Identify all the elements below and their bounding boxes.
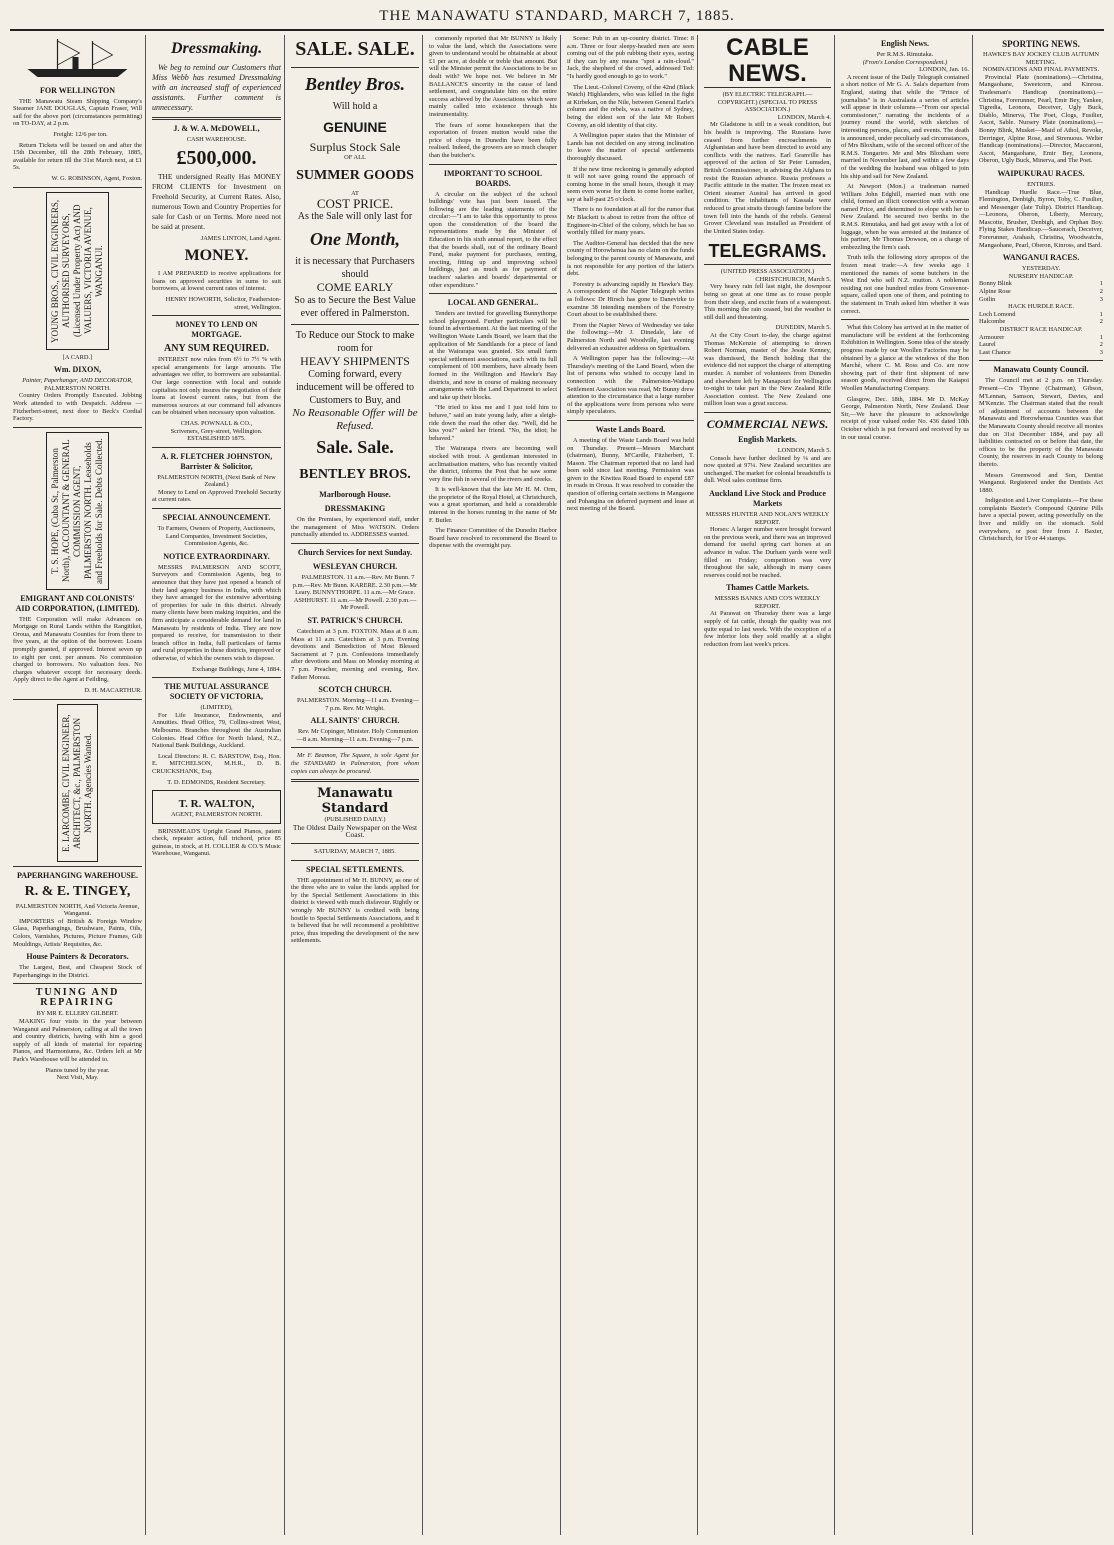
telegrams-sub: (UNITED PRESS ASSOCIATION.) [720, 268, 815, 276]
johnston-name: A. R. FLETCHER JOHNSTON, Barrister & Solicitor, [160, 451, 273, 471]
greenwood: Messrs Greenwood and Son, Dentist Wanganui. Registered under the Dentists Act 1880. [979, 471, 1103, 494]
glasgow-text: Glasgow, Dec. 18th, 1884. Mr D. McKay George, Palmerston North, New Zealand. Dear Sir,—We have the pleasure to acknowledge receipt of your valued order No. 436 dated 10th October which is put forward and received by us in our usual course. [841, 395, 969, 441]
notice-text: MESSRS PALMERSON AND SCOTT, Surveyors and Commission Agents, beg to announce that they have just opened a branch of their land agency business in India, with which they have arranged for the extensive advertising of properties for sale in this district. Already many clients have been making inquiries, and the firm anticipate a considerable demand for land in Manawatu by residents of India. They are now prepared to receive, for transmission to their branch office in India, full particulars of farms and rural properties in these districts, improved or otherwise, of which the owners wish to dispose. [152, 563, 281, 662]
linton-name: JAMES LINTON, Land Agent. [200, 234, 281, 242]
johnston-sub: PALMERSTON NORTH, (Next Bank of New Zealand.) [157, 473, 276, 489]
column-7 [838, 35, 973, 1535]
tuning-heading: TUNING AND REPAIRING [35, 987, 120, 1009]
result-row [979, 334, 1103, 342]
beamon-notice: Mr F. Beamon, The Square, is sole Agent for the STANDARD in Palmerston, from whom copies can always be procured. [291, 752, 419, 775]
cost-price: COST PRICE. [316, 196, 394, 212]
any-sum-text: INTEREST now rules from 6½ to 7½ % with special arrangements for large amounts. The advantages we offer, to borrowers are substantial. Our large connection with local and outside capitalists not only insures the negotiation of their loans at lowest current rates, but from the numerous sources at our command full advances can be obtained when necessary upon valuation. [152, 356, 281, 417]
col5-text-1: Scene: Pub in an up-country district. Time: 8 a.m. Three or four sleepy-headed men are seen coming out of the pub rubbing their eyes, seeing if they can by any means "spot a rain-cloud." Jack, the shepherd of the crowd, addressed Ted: "Is hardly good enough to go to work." [567, 35, 694, 80]
brinsmead: BRINSMEAD'S Upright Grand Pianos, patent check, repeater action, full trichord, price 85 guineas, in stock, at H. COLLIER & CO.'S Music Warehouse, Wanganui. [152, 827, 281, 858]
own-correspondent: (From's London Correspondent.) [862, 58, 948, 66]
gilbert-text: MAKING four visits in the year between Wanganui and Palmerston, calling at all the town and country districts, having with him a good supply of all kinds of material for repairing Pianos, and Harmoniums, &c. Orders left at Mr Park's Warehouse will be attended to. [13, 1017, 142, 1063]
ship-heading: FOR WELLINGTON [39, 85, 116, 95]
settlements-heading: SPECIAL SETTLEMENTS. [306, 864, 404, 874]
no-offer: No Reasonable Offer will be Refused. [292, 407, 418, 433]
amount: £500,000. [176, 146, 257, 169]
settlements-text: THE appointment of Mr H. BUNNY, as one of the three who are to value the lands applied for by the Special Settlement Associations in this district is viewed with much disfavour. Rightly or wrongly Mr BUNNY is credited with being hostile to Special Settlements Associations, and it is believed that he will recommend a prohibitive price, thus impeding the development of the new settlements. [291, 876, 419, 945]
necessary: it is necessary that Purchasers should [295, 256, 415, 281]
johnston-text: Money to Lend on Approved Freehold Security at current rates. [152, 488, 281, 504]
council-heading: Manawatu County Council. [993, 365, 1089, 375]
all-saints-heading: ALL SAINTS' CHURCH. [310, 716, 400, 726]
col4-text-1: commonly reported that Mr BUNNY is likely to value the land, which the Associations were given to understand would be obtainable at about £1 per acre, at double or treble that amount. But will the Minister permit the Associations to be so dealt with? We hope not. We believe in Mr BALLANCE'S sincerity in the cause of land settlement, and congratulate him on the entire success achieved by the Associations which were mainly called into existence through his instrumentality. [429, 35, 557, 118]
of-all: OF ALL [344, 154, 366, 161]
result-row [979, 280, 1103, 288]
col5-text-7: Forestry is advancing rapidly in Hawke's Bay. A correspondent of the Napier Telegraph writes as follows: Dr Hirsch has gone to Danevirke to examine 38 intending members of the Forestry Court about to be established there. [567, 280, 694, 319]
horse-name: Bonny Blink [979, 280, 1012, 288]
thames-sub: MESSRS BANKS AND CO'S WEEKLY REPORT. [714, 595, 821, 610]
as-sale: As the Sale will only last for [297, 211, 413, 223]
scotch-text: PALMERSTON. Morning—11 a.m. Evening—7 p.m. Rev. Mr Wright. [297, 697, 419, 712]
mcdowell-name: J. & W. A. McDOWELL, [173, 124, 260, 133]
at: AT [351, 189, 359, 197]
heavy-shipments: HEAVY SHIPMENTS [300, 354, 410, 369]
genuine: GENUINE [323, 119, 387, 135]
tingey-text: IMPORTERS of British & Foreign Window Glass, Paperhangings, Brushware, Paints, Oils, Colors, Varnishes, Pictures, Picture Frames, Gilt Mouldings, Artists' Requisites, &c. [13, 917, 142, 948]
london-dateline: LONDON, Jan. 16. [919, 66, 969, 74]
cable-dateline: LONDON, March 4. [777, 113, 831, 121]
col5-text-6: The Auditor-General has decided that the new county of Horowhenua has no claim on the funds belonging to the parent county of Manawatu, and is not responsible for any portion of the latter's debt. [567, 239, 694, 278]
dixon-name: Wm. DIXON, [53, 365, 102, 375]
district-heading: DISTRICT RACE HANDICAP. [999, 326, 1083, 333]
larcombe-box: E. LARCOMBE, CIVIL ENGINEER, ARCHITECT, &c., PALMERSTON NORTH. Agencies Wanted. [57, 704, 98, 862]
nominations: NOMINATIONS AND FINAL PAYMENTS. [982, 66, 1100, 74]
placing: 2 [1099, 318, 1103, 326]
horse-name: Halcombe [979, 318, 1006, 326]
english-markets: English Markets. [738, 434, 797, 444]
issue-date: SATURDAY, MARCH 7, 1885. [314, 848, 396, 856]
column-4 [426, 35, 561, 1535]
oldest: The Oldest Daily Newspaper on the West Coast. [292, 822, 418, 840]
results-hack-hurdle [979, 311, 1103, 326]
dressmaking-text: We beg to remind our Customers that Miss Webb has resumed Dressmaking with an increased staff of experienced assistants. Further comment is unnecessary. [152, 63, 281, 112]
one-month: One Month, [309, 229, 401, 250]
result-row [979, 349, 1103, 357]
gilbert-end: Pianos tuned by the year. [45, 1066, 110, 1074]
auckland-sub: MESSRS HUNTER AND NOLAN'S WEEKLY REPORT. [705, 510, 830, 526]
tingey-name: R. & E. TINGEY, [24, 883, 131, 899]
next-visit: Next Visit, May. [56, 1074, 99, 1082]
market-text: Consols have further declined by ⅛ and are now quoted at 97¼. New Zealand securities are unchanged. The market for colonial breadstuffs is dull. Wool sales continue firm. [704, 454, 832, 485]
steamship-illustration [13, 35, 142, 79]
council-text: The Council met at 2 p.m. on Thursday. Present—Crs Thynne (Chairman), Gibson, M'Lennan, Samson, Stewart, Davies, and M'Kenzie. The Chairman stated that the result of adjustment of accounts between the Manawatu and Horowhenua Counties was that the Manawatu County should receive all monies due on 31st December 1884, and pay all liabilities contracted on or before that date, the offices to be the property of the Manawatu County, the reserves in each County to belong thereto. [979, 377, 1103, 468]
emigrant-text: THE Corporation will make Advances on Mortgage on Rural Lands within the Rangitikei, Oroua, and Manawatu Counties for from three to five years, at the option of the borrower. Loans promptly granted, if approved. Interest seven up to eight per cent. per annum. No commission charged to borrowers. No valuation fees. No charges whatever except for necessary deeds. Apply direct to the Agent at Feilding, [13, 615, 142, 684]
placing: 2 [1099, 288, 1103, 296]
special-sub: To Farmers, Owners of Property, Auctioneers, Land Companies, Investment Societies, Commission Agents, &c. [157, 525, 276, 548]
entries-heading: ENTRIES. [1027, 180, 1055, 188]
entries-text: Handicap Hurdle Race.—True Blue, Flemington, Denbigh, Byron, Toby, C. Fusilier, and Messenger (late Tulip). District Handicap.—Leonora, Oberon, Liberty, Mercury, Mascotte, Brusher, Denbigh, and Orphan Boy. Flying Stakes Handicap.—Saucerach, Deceiver, Forerunner, Arahash, Christina, Woodwatchs, Mangaohane, Pearl, Oberon, Kinross, and Bard. [979, 188, 1103, 249]
horse-name: Loch Lomond [979, 310, 1016, 318]
walton-sub: AGENT, PALMERSTON NORTH. [170, 811, 263, 819]
directors: Local Directors: R. C. BARSTOW, Esq., Hon. E. MITCHELSON, M.H.R., D. B. CRUICKSHANK, Esq. [152, 752, 281, 775]
church-heading: Church Services for next Sunday. [297, 547, 413, 557]
christchurch-dateline: CHRISTCHURCH, March 5. [755, 275, 831, 283]
newport-text: At Newport (Mon.) a tradesman named William John Edghill, married man with one child, formed an illicit connection with a woman named Price, and determined to elope with her to New Zealand. He secured two berths in the R.M.S. Rimutaka, and had got away with a lot of luggage, when he was arrested at the instance of his partner, Mr Thomas Dowson, on a charge of embezzling the firm's cash. [841, 183, 969, 251]
wesleyan-text: PALMERSTON. 11 a.m.—Rev. Mr Bunn. 7 p.m.—Rev. Mr Bunn. KARERE. 2.30 p.m.—Mr Leary. BUNNYTHORPE. 11 a.m.—Mr Grace. ASHHURST. 11 a.m.—Mr Powell. 2.30 p.m.—Mr Powell. [292, 573, 418, 612]
col5-text-3: A Wellington paper states that the Minister of Lands has not decided on any strong inclination to leave the matter of special settlements thoroughly discussed. [567, 132, 694, 162]
special-heading: SPECIAL ANNOUNCEMENT. [162, 513, 271, 523]
ship-agent: W. G. ROBINSON, Agent, Foxton. [51, 174, 142, 182]
money-text: I AM PREPARED to receive applications for loans on approved securities in sums to suit borrowers, at lowest current rates of interest. [152, 270, 281, 293]
waste-text: A meeting of the Waste Lands Board was held on Thursday. Present—Messrs Marchant (chairman), Bunny, M'Cardle, Fitzherbert, T. Mason. The Chairman reported that no land had been sold since last meeting. Permission was given to the Kiwitea Road Board to expend £87 in roads in Oroua. It was resolved to consider the question of offering certain sections in Mangaone and Pohangina on deferred payment and lease at next meeting of the Board. [567, 436, 694, 513]
paperhanging-heading: PAPERHANGING WAREHOUSE. [16, 870, 139, 880]
waste-heading: Waste Lands Board. [595, 424, 666, 434]
all-saints-text: Rev. Mr Copinger, Minister. Holy Communion—8 a.m. Morning—11 a.m. Evening—7 p.m. [296, 728, 419, 743]
dressmaking-sub: DRESSMAKING [324, 504, 386, 514]
rimutaka: Per R.M.S. Rimutaka. [876, 51, 934, 58]
col4-text-6: The Finance Committee of the Dunedin Harbor Board have resolved to recommend the Board to dispense with the overnight pay. [429, 527, 557, 550]
money-lend: MONEY TO LEND ON MORTGAGE. [175, 320, 258, 340]
col5-text-9: A Wellington paper has the following:—At Thursday's meeting of the Land Board, when the list of persons who wished to occupy land in connection with the Palmerston-Waitapu Settlement Association was read, Mr Bunny drew attention to the circumstance that a large number of the applications were from persons who were simply speculators. [567, 355, 694, 416]
waipukurau-heading: WAIPUKURAU RACES. [997, 168, 1085, 178]
col4-text-5: It is well-known that the late Mr H. M. Orm, the proprietor of the Royal Hotel, at Christchurch, was a great sportsman, and held a considerable interest in the horses running in the name of Mr F. Butler. [429, 486, 557, 524]
result-row [979, 341, 1103, 349]
cable-sub: (BY ELECTRIC TELEGRAPH.—COPYRIGHT.) (SPECIAL TO PRESS ASSOCIATION.) [717, 91, 818, 114]
local-text: Tenders are invited for gravelling Bunnythorpe school playground. Further particulars will be found in advertisement. At the last meeting of the Wellington Waste Lands Board, we learn that the application of Mr Sandilands for a piece of land at the Wairarapa was granted. Six small farm special settlement associations, each with its full complement of 100 members, have already been formed in the Wellington and Hawke's Bay districts, and now in course of making necessary arrangements with the Land Department to select and take up their blocks. [429, 310, 557, 401]
patrick-text: Catechism at 3 p.m. FOXTON. Mass at 8 a.m. Mass at 11 a.m. Catechism at 3 p.m. Evening devotions and Benediction of Most Blessed Sacrament at 7 p.m. Confessions immediately after devotions and Mass on Monday morning at 7 p.m. Preacher, morning and evening, Rev. Father Moreau. [291, 627, 419, 681]
nursery-heading: NURSERY HANDICAP. [1008, 272, 1074, 280]
emigrant-agent: D. H. MACARTHUR. [84, 687, 142, 695]
thames-heading: Thames Cattle Markets. [726, 583, 809, 593]
hope-box: T. S. HOPE, (Cuba St., Palmerston North), ACCOUNTANT & GENERAL COMMISSION AGENT, PALMERSTON NORTH. Leaseholds and Freeholds for Sale. Debts Collected. [46, 432, 109, 590]
dixon-text: Country Orders Promptly Executed. Jobbing Work attended to with Despatch. Address — Fitzherbert-street, next door to Beck's Cordial Factory. [13, 392, 142, 423]
sale-heading: SALE. SALE. [295, 38, 415, 60]
surplus: Surplus Stock Sale [309, 140, 401, 154]
coming: Coming forward, every inducement will be offered to Customers to Buy, and [295, 369, 415, 407]
school-text: A circular on the subject of the school buildings' vote has just been issued. The following are the leading statements of the circular:—"I am to take this opportunity to press upon the consideration of the board the representations made by the Minister of Education in his sixth annual report, to the effect that the boards shall, out of the ordinary Board Fund, make payment for purchases, renting, erecting, fitting up and improving school buildings, just as much as for payment of teachers' salaries and boards' departmental or other expenditure." [429, 190, 557, 289]
indigestion: Indigestion and Liver Complaints.—For these complaints Baxter's Compound Quinine Pills have a special power, acting powerfully on the liver and mildly on the stomach. Sold everywhere, or post free from J. Baxter, Christchurch, for 19 or 44 stamps. [979, 497, 1103, 543]
column-3 [288, 35, 423, 1535]
freight: Freight: 12/6 per ton. [53, 130, 108, 138]
market-dateline: LONDON, March 5. [777, 446, 831, 454]
horse-name: Gotlin [979, 295, 996, 303]
resident-secretary: T. D. EDMONDS, Resident Secretary. [167, 778, 266, 786]
horse-name: Last Chance [979, 348, 1011, 356]
sporting-heading: SPORTING NEWS. [1002, 39, 1080, 49]
come-early: COME EARLY [316, 280, 394, 295]
placing: 1 [1099, 333, 1103, 341]
auckland-text: Horses: A larger number were brought forward on the previous week, and there was an improved demand for useful spring cart horses at an advance in value. The Durham yards were well filled on Friday; competition was very throughout the sale, although in many cases reserves could not be reached. [704, 526, 831, 579]
result-row [979, 311, 1103, 319]
hawkes-bay: HAWKE'S BAY JOCKEY CLUB AUTUMN MEETING. [982, 51, 1100, 66]
notice-heading: NOTICE EXTRAORDINARY. [163, 551, 270, 561]
pownall-sub: Scriveners, Grey-street, Wellington. ESTABLISHED 1875. [170, 427, 263, 443]
column-1 [10, 35, 146, 1535]
telegram-text-1: Very heavy rain fell last night, the downpour being so great at one time as to rouse people from their sleep, and excite fears of a waterspout. This morning the rain ceased, but the weather is still dull and threatening. [704, 283, 831, 321]
sale-heading-2: Sale. Sale. [316, 437, 394, 458]
bentley-name: Bentley Bros. [304, 74, 405, 94]
will-hold: Will hold a [332, 101, 378, 112]
thames-text: At Parawai on Thursday there was a large supply of fat cattle, though the quality was not quite equal to last week. With the exception of a few inferior lots they sold readily at a slight reduction from last week's prices. [704, 610, 831, 648]
result-row [979, 288, 1103, 296]
patrick-heading: ST. PATRICK'S CHURCH. [307, 615, 403, 625]
nominations-text: Provincial Plate (nominations).—Christina, Mangaohane, Sweetcorn, and Kinross. Tradesman's Handicap (nominations).—Christina, Forerunner, Pearl, Emir Bey, Yankee, Tigredia, Leonora, Deceiver, Ugly Buck, Diablo, Minerva, The Poet, Clogs, Fusilier, Ascot, Sable. Nursery Plate (nominations).—Bonny Blink, Musket—Maid of Athol, Revoke, Derringer, Alpine Rose, and Strenuous. Welter Handicap (nominations).—Director, Maccaroni, Ascot, Mangaohane, Emir Bey, Leonora, Oberon, Ugly Buck, Minerva, and The Poet. [979, 73, 1103, 165]
column-5 [564, 35, 698, 1535]
local-heading: LOCAL AND GENERAL. [447, 298, 539, 308]
emigrant-heading: EMIGRANT AND COLONISTS' AID CORPORATION, (LIMITED). [15, 593, 140, 613]
truth-text: Truth tells the following story apropos of the frozen meat trade:—A few weeks ago I mentioned the names of some butchers in the West End who sell N.Z. mutton. A nobleman residing not one hundred miles from Grosvenor-square, called upon one of them, and pointing to the statement in Truth asked him whether it was correct. [841, 254, 969, 315]
mutual-heading: THE MUTUAL ASSURANCE SOCIETY OF VICTORIA, [164, 682, 269, 702]
ship-text: THE Manawatu Steam Shipping Company's Steamer JANE DOUGLAS, Captain Fraser, Will sail for the above port (circumstances permitting) on TO-DAY, at 2 p.m. [13, 97, 142, 128]
column-6 [701, 35, 835, 1535]
mutual-sub: (LIMITED), [200, 704, 233, 712]
pownall-name: CHAS. POWNALL & CO., [180, 419, 253, 427]
cable-heading: CABLE NEWS. [704, 35, 831, 88]
reduce: To Reduce our Stock to make room for [295, 330, 415, 355]
dixon-place: PALMERSTON NORTH. [44, 384, 111, 392]
results-district [979, 334, 1103, 357]
col5-text-8: From the Napier News of Wednesday we take the following:—Mr J. Dinedale, late of Palmerston North and Woodville, last evening delivered an exhaustive address on Spiritualism. [567, 321, 694, 352]
return-tickets: Return Tickets will be issued on and after the 15th December, till the 28th February, 1885, available for return till the 31st March next, at £1 5s. [13, 141, 142, 172]
horse-name: Armourer [979, 333, 1005, 341]
house-painters: House Painters & Decorators. [26, 952, 129, 962]
col5-text-5: There is no foundation at all for the rumor that Mr Blackett is about to retire from the office of Engineer-in-Chief of the colony, which he has so worthily filled for many years. [567, 206, 694, 237]
horse-name: Laurel [979, 341, 996, 349]
results-nursery [979, 280, 1103, 303]
exchange: Exchange Buildings, June 4, 1884. [192, 665, 281, 673]
walton-name: T. R. WALTON, [178, 798, 255, 811]
card-label: [A CARD.] [62, 353, 93, 361]
summer-goods: SUMMER GOODS [296, 167, 414, 183]
wesleyan-heading: WESLEYAN CHURCH. [312, 561, 398, 571]
standard-title: Manawatu Standard [317, 786, 393, 817]
columns [10, 35, 1104, 1535]
masthead: THE MANAWATU STANDARD, MARCH 7, 1885. [10, 6, 1104, 31]
secure: So as to Secure the Best Value ever offered in Palmerston. [294, 295, 416, 320]
placing: 1 [1099, 310, 1103, 318]
colony-text: What this Colony has arrived at in the matter of manufacture will be evident at the forthcoming Exhibition in Wellington. Some idea of the steady progress made by our Woollen Factories may be obtained by a glance at the windows of the Bon Marché, where C. M. Ross and Co. are now showing part of their first shipment of new season goods, received direct from the Kaiapoi Woollen Manufacturing Company. [841, 324, 969, 392]
column-2 [149, 35, 285, 1535]
marlborough: Marlborough House. [319, 490, 391, 500]
hack-hurdle-heading: HACK HURDLE RACE. [1008, 303, 1074, 311]
result-row [979, 318, 1103, 326]
result-row [979, 296, 1103, 304]
placing: 2 [1099, 341, 1103, 349]
commercial-heading: COMMERCIAL NEWS. [706, 416, 829, 431]
dressmaking-heading: Dressmaking. [170, 40, 263, 57]
dixon-trade: Painter, Paperhanger, AND DECORATOR, [22, 377, 133, 385]
dressmaking-text-2: On the Premises, by experienced staff, under the management of Miss WATSON. Orders punctually attended to. ADDRESSES wanted. [291, 516, 419, 539]
telegrams-heading: TELEGRAMS. [704, 238, 831, 265]
dunedin-dateline: DUNEDIN, March 5. [775, 324, 831, 332]
placing: 3 [1099, 295, 1103, 303]
col5-text-4: If the new time reckoning is generally adopted it will not save going round the approach of coming home in the small hours, though it may seem even worse for them to come home earlier, say at half-past 25 o'clock. [567, 165, 694, 203]
scotch-heading: SCOTCH CHURCH. [318, 685, 392, 695]
english-news-heading: English News. [880, 39, 929, 48]
mutual-text: For Life Insurance, Endowments, and Annuities. Head Office, 79, Collins-street West, Melbourne. Branches throughout the Australian Colonies. Head Office for North Island, N.Z., National Bank Buildings, Auckland. [152, 711, 281, 750]
column-8 [976, 35, 1106, 1535]
money-heading: MONEY. [184, 247, 249, 265]
placing: 3 [1099, 348, 1103, 356]
col5-text-2: The Lieut.-Colonel Coveny, of the 42nd (Black Watch) Highlanders, who was killed in the fight at Kirbekan, on the Nile, between General Earle's column and the rebels, was a native of Sydney, being the eldest son of the late Mr Robert Coveny, an old identity of that city. [567, 83, 694, 129]
col4-text-4: The Wairarapa rivers are becoming well stocked with trout. A gentleman interested in acclimatisation matters, who has recently visited the district, informs the Post that he saw some very fine fish in several of the rivers and creeks. [429, 445, 557, 483]
linton-text: THE undersigned Really Has MONEY FROM CLIENTS for Investment on Freehold Security, at Current Rates. Also, numerous Town and Country Properties for sale for Cash or on Terms. More need not be said at present. [152, 171, 281, 231]
bentley-name-2: BENTLEY BROS. [299, 467, 411, 483]
col4-text-2: The fears of some housekeepers that the exportation of frozen mutton would raise the price of chops in Dunedin have been fully realised. Indeed, the growers are so much cheaper than the butcher's. [429, 121, 557, 159]
mcdowell-sub: CASH WAREHOUSE. [186, 136, 247, 143]
col4-text-3: "He tried to kiss me and I just told him to behave," said an irate young lady, after a sleigh-ride down the road the other day. "Well, did he kiss you?" asked her friend. "No, the idiot; he behaved." [429, 404, 557, 442]
school-heading: IMPORTANT TO SCHOOL BOARDS. [443, 168, 543, 188]
news-text: A recent issue of the Daily Telegraph contained a short notice of Mr G. A. Sala's departure from England, stating that while the "Prince of journalists" is in Australasia a series of articles will appear in their columns—"From our special commissioner," narrating the incidents of a journey round the world, with sketches of interesting persons, places, and events. The death is announced, under peculiarly sad circumstances, of Mrs Bloxham, wife of the second officer of the R.M.S. Tongariro. Mr and Mrs Bloxham were married in November last, and within a few days of the wedding the husband was obliged to join his ship and sail for New Zealand. [841, 73, 969, 180]
horse-name: Alpine Rose [979, 288, 1011, 296]
howorth: HENRY HOWORTH, Solicitor, Featherston-street, Wellington. [165, 295, 281, 311]
tingey-place: PALMERSTON NORTH, And Victoria Avenue, Wanganui. [15, 902, 140, 918]
auckland-heading: Auckland Live Stock and Produce Markets [709, 488, 826, 508]
gilbert-name: BY MR E. ELLERY GILBERT. [36, 1010, 119, 1018]
telegram-text-2: At the City Court to-day, the charge against Thomas McKenzie of attempting to drown Robert Norman, master of the Jessie Kenney, was dismissed, the Bench holding that the evidence did not support the charge of attempting murder. A number of volunteers from Dunedin and elsewhere left by Manapouri for Wellington to-night to take part in the New Zealand Rifle Association contest. The New Zealand one million loan was a great success. [704, 332, 831, 408]
tingey-stock: The Largest, Best, and Cheapest Stock of Paperhangings in the District. [13, 964, 142, 979]
cable-text: Mr Gladstone is still in a weak condition, but his health is improving. The Russians have ceased from further encroachments in Afghanistan and have been directed to avoid any conflicts with the natives. Earl Granville has approved of the action of Sir Peter Lumsden, British Commissioner, in advising the Afghans to resist the Russian advance. Russia professes a Pacific attitude in the matter. The frozen meat ex Orient steamer Austral has arrived in good condition. The inhabitants of Kassala were reduced to great straits through famine before the town fell into the hands of the rebels. General Grover Cleveland was installed as President of the United States today. [704, 121, 831, 235]
published: (PUBLISHED DAILY.) [324, 816, 386, 824]
yesterday: YESTERDAY. [1021, 265, 1061, 273]
young-bros-box: YOUNG BROS., CIVIL ENGINEERS, AUTHORISED SURVEYORS, (Licensed Under Property Act) AND VALUERS, VICTORIA AVENUE, WANGANUI. [46, 192, 109, 350]
placing: 1 [1099, 280, 1103, 288]
wanganui-heading: WANGANUI RACES. [1002, 253, 1080, 263]
any-sum: ANY SUM REQUIRED. [164, 343, 269, 355]
